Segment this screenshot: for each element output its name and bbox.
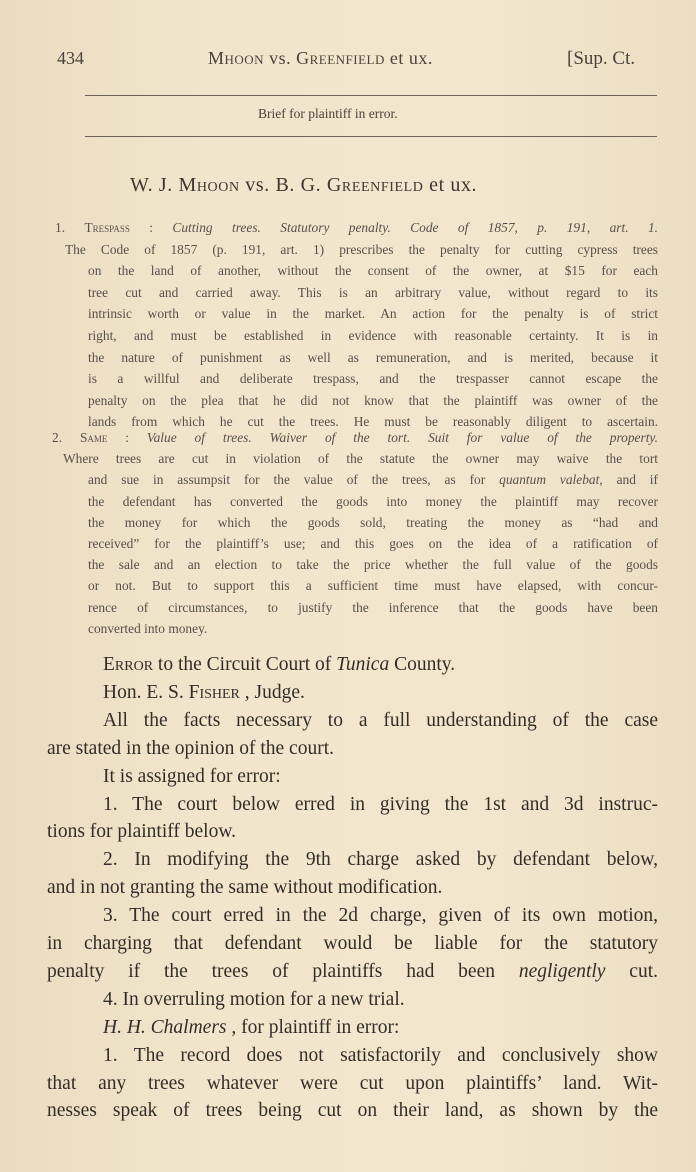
- case-title-part: vs. B. G.: [239, 174, 327, 196]
- small-caps-text: Same: [79, 430, 108, 445]
- body-line: [47, 1098, 658, 1124]
- text-segment: the sale and an election to take the price whether the full value of the goods: [88, 557, 658, 573]
- text-segment: 2. In modifying the 9th charge asked by defendant below,: [103, 849, 658, 871]
- headnote-1-line: [88, 348, 658, 368]
- text-segment: is a willful and deliberate trespass, and the trespasser cannot escape the: [88, 371, 658, 387]
- headnote-1-line: [55, 218, 658, 238]
- headnote-2-line: [52, 428, 658, 448]
- text-segment: intrinsic worth or value in the market. An action for the penalty is of strict: [88, 306, 658, 322]
- body-line: [103, 847, 658, 873]
- body-line: [47, 736, 334, 762]
- court-label: [Sup. Ct.: [567, 48, 636, 69]
- running-title-vs: vs.: [264, 48, 297, 68]
- italic-text: Value of trees. Waiver of the tort. Suit for value of the property.: [146, 430, 658, 445]
- text-segment: Where trees are cut in violation of the statute the owner may waive the tort: [63, 451, 658, 467]
- running-title-party-b: Greenfield: [296, 48, 385, 68]
- text-segment: The Code of 1857 (p. 191, art. 1) prescribes the penalty for cutting cypress trees: [65, 241, 658, 257]
- headnote-1-line: [65, 240, 658, 260]
- case-title-part: Mhoon: [178, 174, 240, 196]
- text-segment: are stated in the opinion of the court.: [47, 737, 334, 759]
- text-segment: , for plaintiff in error:: [231, 1016, 400, 1038]
- body-line: [103, 680, 305, 706]
- text-segment: rence of circumstances, to justify the inference that the goods have been: [88, 599, 658, 615]
- running-title: [208, 48, 433, 69]
- text-segment: :: [149, 220, 173, 235]
- text-segment: penalty on the plea that he did not know that the plaintiff was owner of the: [88, 392, 658, 408]
- text-segment: lands from which he cut the trees. He must be reasonably diligent to ascertain.: [88, 414, 658, 430]
- headnote-2-line: [88, 513, 658, 533]
- text-segment: the defendant has converted the goods into money the plaintiff may recover: [88, 493, 658, 509]
- body-line: [47, 819, 236, 845]
- text-segment: 4. In overruling motion for a new trial.: [103, 988, 405, 1010]
- running-title-party-a: Mhoon: [208, 48, 265, 68]
- text-segment: penalty if the trees of plaintiffs had been: [47, 960, 519, 982]
- headnote-2-line: [88, 619, 207, 639]
- text-segment: County.: [394, 654, 456, 675]
- body-line: [103, 708, 658, 734]
- body-line: [103, 903, 658, 929]
- headnote-1-line: [88, 304, 658, 324]
- text-segment: nesses speak of trees being cut on their land, as shown by the: [47, 1100, 658, 1122]
- text-segment: received” for the plaintiff’s use; and this goes on the idea of a ratification of: [88, 536, 658, 551]
- body-line: [103, 1043, 658, 1069]
- body-line: [103, 792, 658, 818]
- headnote-2-line: [88, 598, 658, 618]
- text-segment: 1.: [55, 220, 85, 235]
- body-line: [103, 987, 405, 1013]
- headnote-2-line: [88, 576, 658, 596]
- text-segment: converted into money.: [88, 620, 208, 636]
- text-segment: in charging that defendant would be liable for the statutory: [47, 933, 658, 954]
- small-caps-text: Fisher: [188, 681, 240, 703]
- body-line: [47, 875, 442, 901]
- small-caps-text: Trespass: [84, 220, 130, 235]
- text-segment: 2.: [52, 430, 80, 445]
- headnote-1-line: [88, 326, 658, 346]
- body-line: [103, 1015, 399, 1041]
- text-segment: that any trees whatever were cut upon plaintiffs’ land. Wit-: [47, 1072, 658, 1094]
- headnote-1-line: [88, 391, 658, 411]
- italic-text: negligently: [518, 960, 606, 982]
- headnote-2-line: [88, 555, 658, 575]
- text-segment: right, and must be established in evidence with reasonable certainty. It is in: [88, 328, 658, 343]
- text-segment: tions for plaintiff below.: [47, 821, 237, 843]
- running-title-et-ux: et ux.: [384, 48, 433, 68]
- italic-text: H. H. Chalmers: [103, 1016, 227, 1038]
- case-title-part: W. J.: [130, 174, 179, 196]
- text-segment: :: [125, 430, 147, 445]
- headnote-2-line: [88, 492, 658, 512]
- italic-text: Tunica: [336, 654, 390, 675]
- text-segment: on the land of another, without the consent of the owner, at $15 for each: [88, 263, 658, 279]
- page-number: 434: [57, 48, 84, 68]
- body-line: [103, 652, 455, 678]
- italic-text: Cutting trees. Statutory penalty. Code of 1857, p. 191, art. 1.: [172, 220, 658, 235]
- small-caps-text: Error: [103, 654, 154, 675]
- text-segment: 1. The court below erred in giving the 1st and 3d instruc-: [103, 793, 658, 815]
- headnote-2-line: [63, 449, 658, 469]
- text-segment: All the facts necessary to a full understanding of the case: [103, 709, 658, 731]
- body-line: [47, 1071, 658, 1097]
- italic-text: quantum valebat,: [499, 472, 603, 488]
- text-segment: to the Circuit Court of: [157, 654, 337, 675]
- headnote-2-line: [88, 470, 658, 490]
- text-segment: , Judge.: [244, 681, 305, 703]
- body-line: [47, 959, 658, 985]
- text-segment: the money for which the goods sold, treating the money as “had and: [88, 514, 658, 530]
- text-segment: It is assigned for error:: [103, 765, 281, 787]
- case-title-part: Greenfield: [326, 174, 424, 196]
- case-title-part: et ux.: [423, 174, 478, 196]
- text-segment: 3. The court erred in the 2d charge, given of its own motion,: [103, 905, 658, 927]
- text-segment: and in not granting the same without modification.: [47, 877, 443, 899]
- headnote-2-line: [88, 534, 658, 554]
- body-line: [47, 931, 658, 957]
- body-line: [103, 764, 281, 790]
- text-segment: Hon. E. S.: [103, 681, 189, 703]
- case-title: [130, 174, 477, 197]
- text-segment: 1. The record does not satisfactorily and conclusively show: [103, 1044, 658, 1066]
- headnote-1-line: [88, 369, 658, 389]
- text-segment: tree cut and carried away. This is an arbitrary value, without regard to its: [88, 284, 658, 300]
- text-segment: and sue in assumpsit for the value of the trees, as for: [88, 472, 500, 488]
- headnote-1-line: [88, 261, 658, 281]
- text-segment: the nature of punishment as well as remuneration, and is merited, because it: [88, 349, 658, 365]
- text-segment: or not. But to support this a sufficient time must have elapsed, with concur-: [88, 578, 658, 594]
- header-rule: [85, 95, 657, 96]
- text-segment: and if: [616, 472, 658, 488]
- text-segment: cut.: [629, 960, 658, 982]
- subheader: Brief for plaintiff in error.: [258, 106, 398, 121]
- headnote-1-line: [88, 283, 658, 303]
- subheader-rule: [85, 136, 657, 137]
